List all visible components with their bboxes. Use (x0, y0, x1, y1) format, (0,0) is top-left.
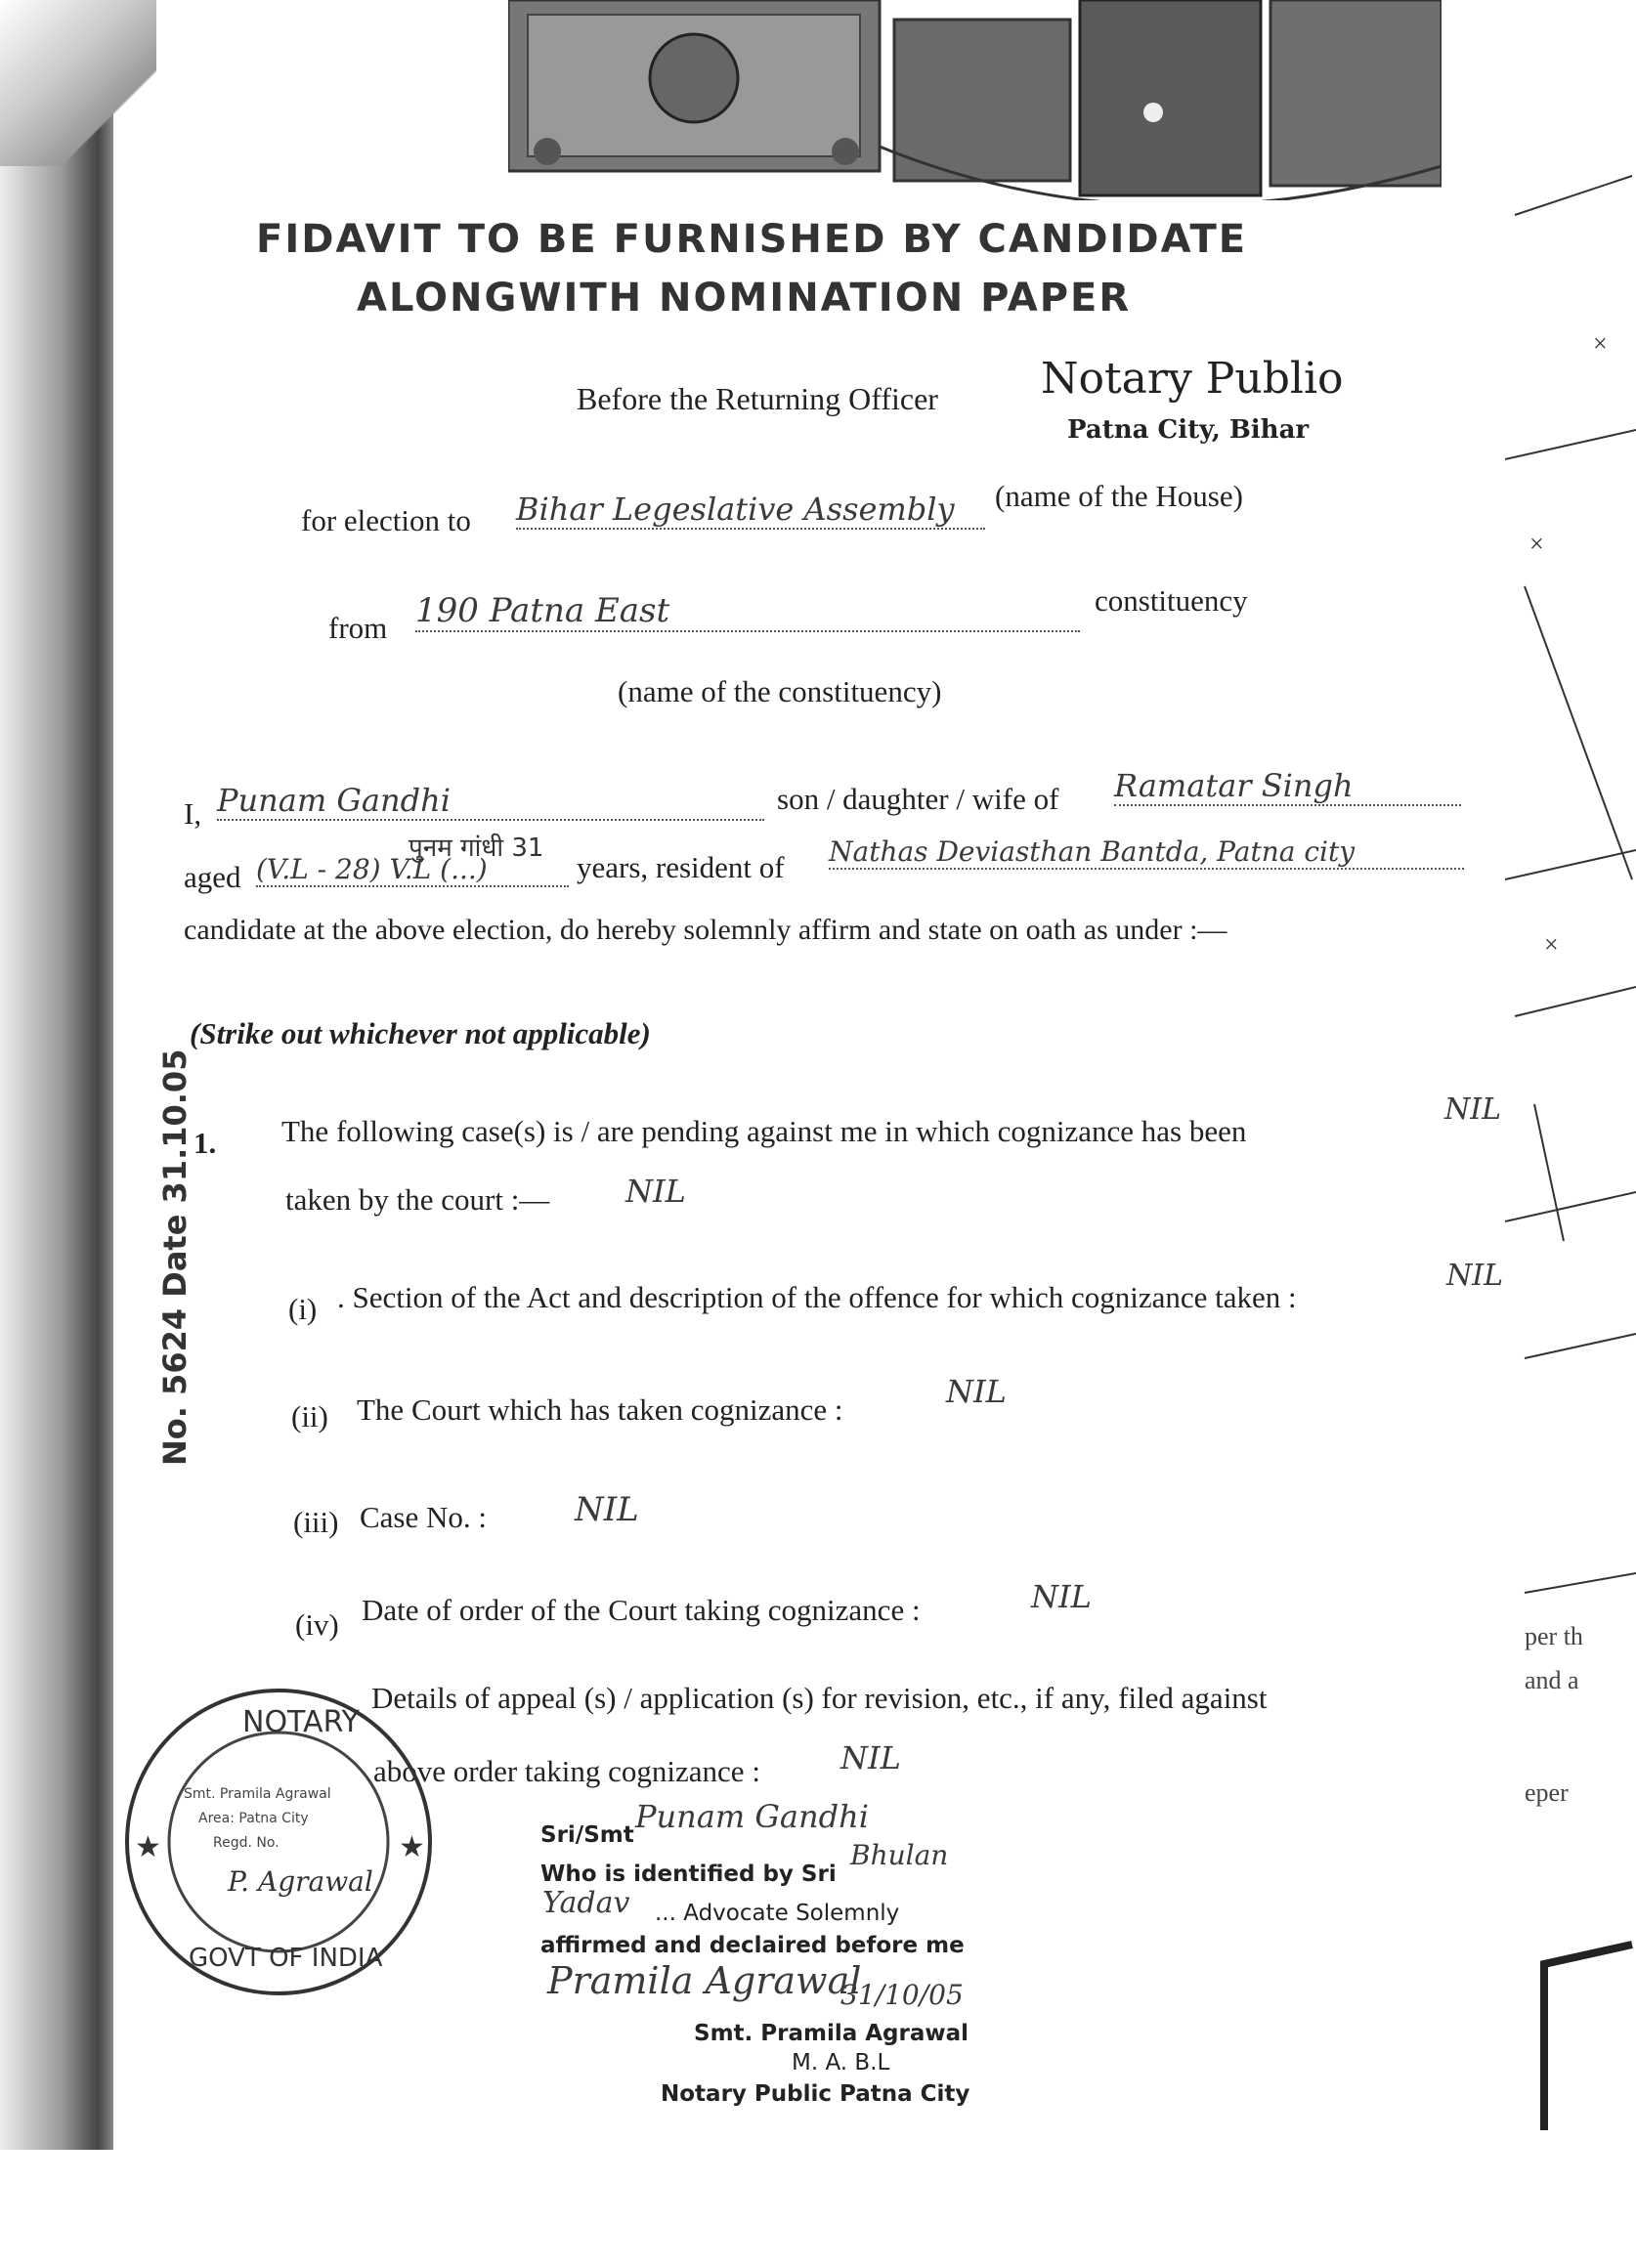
item-1-text-line2: taken by the court :— (285, 1182, 550, 1217)
item-1-text-line1: The following case(s) is / are pending against me in which cognizance has been (281, 1114, 1247, 1148)
seal-inner-line3: Regd. No. (213, 1835, 280, 1851)
cross-mark-icon: × (1593, 329, 1608, 358)
before-returning-officer: Before the Returning Officer (577, 381, 938, 416)
page-edge (98, 0, 113, 2150)
item-1-nil-a: NIL (1444, 1092, 1502, 1127)
seal-inner-line2: Area: Patna City (198, 1811, 309, 1826)
notary-degree: M. A. B.L (792, 2050, 890, 2075)
sub-item-iii-value: NIL (575, 1490, 639, 1529)
relation-label: son / daughter / wife of (777, 782, 1059, 816)
cross-mark-icon-3: × (1544, 930, 1559, 959)
relation-value[interactable]: Ramatar Singh (1114, 767, 1461, 806)
affirmed-label: affirmed and declaired before me (540, 1933, 965, 1958)
constituency-label: constituency (1095, 583, 1248, 618)
bleed-text-3: eper (1525, 1778, 1569, 1807)
seal-star-left-icon: ★ (135, 1831, 161, 1863)
sub-item-iv-text: Date of order of the Court taking cognizance : (362, 1593, 921, 1627)
i-label: I, (184, 796, 202, 831)
notary-title: Notary Public Patna City (661, 2081, 970, 2107)
seal-top-text: NOTARY (242, 1705, 360, 1739)
signature-date: 31/10/05 (840, 1979, 964, 2011)
age-value[interactable]: (V.L - 28) V.L (...) (256, 853, 569, 887)
constituency-value: 190 Patna East (415, 591, 1080, 632)
cross-mark-icon-2: × (1529, 530, 1544, 558)
right-margin-marks (1505, 0, 1636, 2268)
title-line-1: FIDAVIT TO BE FURNISHED BY CANDIDATE (256, 217, 1248, 262)
identified-by-label: Who is identified by Sri (540, 1861, 837, 1887)
sub-item-i-value: NIL (1446, 1259, 1504, 1293)
for-election-label: for election to (301, 503, 471, 537)
sub-item-iv-label: (iv) (295, 1607, 339, 1642)
address-value[interactable]: Nathas Deviasthan Bantda, Patna city (829, 835, 1464, 870)
sub-item-iii-label: (iii) (293, 1505, 339, 1539)
deponent-signature: Punam Gandhi (635, 1798, 869, 1835)
sub-item-v-text-line2: above order taking cognizance : (373, 1754, 760, 1788)
sub-item-ii-label: (ii) (291, 1399, 328, 1434)
strike-instruction: (Strike out whichever not applicable) (190, 1016, 651, 1050)
sub-item-v-value: NIL (840, 1739, 901, 1776)
from-label: from (328, 611, 388, 645)
candidate-name[interactable]: Punam Gandhi (217, 782, 764, 821)
seal-signature: P. Agrawal (228, 1865, 373, 1898)
sub-item-i-label: (i) (288, 1292, 318, 1326)
notary-stamp-line1: Notary Publio (1041, 354, 1344, 404)
aged-label: aged (184, 860, 241, 894)
folded-corner (0, 0, 156, 166)
identifier-name-2: Yadav (542, 1886, 630, 1920)
sub-item-v-text-line1: Details of appeal (s) / application (s) for revision, etc., if any, filed against (371, 1681, 1268, 1715)
item-1-number: 1. (194, 1126, 217, 1160)
item-1-nil-b: NIL (625, 1173, 686, 1210)
constituency-caption: (name of the constituency) (618, 674, 942, 708)
house-value: Bihar Legeslative Assembly (516, 491, 985, 530)
notary-name: Smt. Pramila Agrawal (694, 2021, 969, 2046)
sri-smt-label: Sri/Smt (540, 1822, 634, 1848)
seal-inner-line1: Smt. Pramila Agrawal (184, 1786, 331, 1802)
notary-seal-icon (115, 1681, 443, 2003)
seal-bottom-text: GOVT OF INDIA (189, 1944, 383, 1973)
sub-item-ii-text: The Court which has taken cognizance : (357, 1392, 843, 1427)
register-number-margin: No. 5624 Date 31.10.05 (156, 1048, 194, 1466)
house-caption: (name of the House) (995, 479, 1243, 513)
hindi-name: पुनम गांधी 31 (409, 834, 544, 863)
revenue-stamps (508, 0, 1442, 200)
bleed-text-2: and a (1525, 1666, 1579, 1694)
years-resident-label: years, resident of (577, 850, 785, 884)
advocate-label: ... Advocate Solemnly (655, 1901, 900, 1926)
notary-signature: Pramila Agrawal (547, 1959, 862, 2002)
sub-item-ii-value: NIL (946, 1373, 1007, 1410)
seal-star-right-icon: ★ (399, 1831, 425, 1863)
oath-statement: candidate at the above election, do hereby solemnly affirm and state on oath as under :— (184, 914, 1227, 946)
notary-stamp-line2: Patna City, Bihar (1067, 415, 1310, 445)
title-line-2: ALONGWITH NOMINATION PAPER (357, 276, 1132, 321)
sub-item-iv-value: NIL (1031, 1578, 1092, 1615)
bleed-text-1: per th (1525, 1622, 1583, 1650)
sub-item-iii-text: Case No. : (360, 1500, 488, 1534)
identifier-name-1: Bhulan (850, 1839, 949, 1871)
scan-shadow-left (0, 0, 112, 2150)
sub-item-i-text: . Section of the Act and description of the offence for which cognizance taken : (337, 1280, 1297, 1314)
